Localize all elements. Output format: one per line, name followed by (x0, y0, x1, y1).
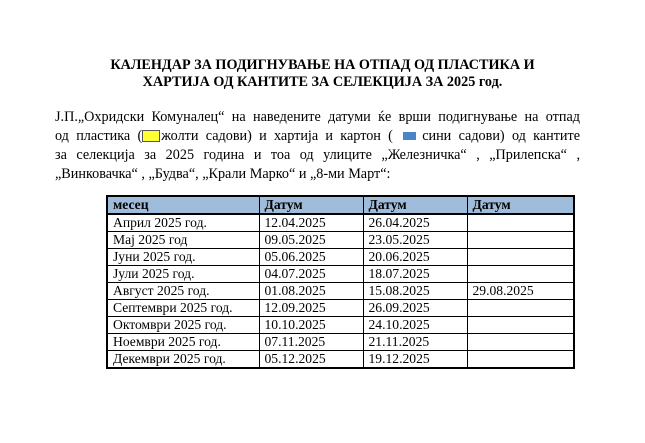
date-cell: 24.10.2025 (363, 317, 467, 334)
intro-paragraph (55, 108, 580, 184)
date-cell: 15.08.2025 (363, 283, 467, 300)
date-cell (467, 334, 574, 351)
date-cell (467, 351, 574, 369)
month-cell: Декември 2025 год. (107, 351, 259, 369)
intro-line-2-end: сини садови) од кантите (422, 128, 580, 144)
blue-bin-swatch (403, 132, 416, 140)
month-cell: Мај 2025 год (107, 232, 259, 249)
table-row (107, 283, 574, 300)
intro-line-2-mid: жолти садови) и хартија и картон ( (161, 128, 393, 144)
date-cell: 21.11.2025 (363, 334, 467, 351)
date-cell (467, 300, 574, 317)
intro-line-3: за селекција за 2025 година и тоа од улиците „Железничка“ , „Прилепска“ , (55, 147, 580, 163)
yellow-bin-swatch (142, 130, 160, 142)
date-cell: 07.11.2025 (259, 334, 363, 351)
header-date-1: Датум (259, 196, 363, 214)
table-header-row (107, 196, 574, 214)
table-row (107, 317, 574, 334)
date-cell: 23.05.2025 (363, 232, 467, 249)
title-line-1: КАЛЕНДАР ЗА ПОДИГНУВАЊЕ НА ОТПАД ОД ПЛАСТИКА И (110, 57, 535, 73)
month-cell: Октомври 2025 год. (107, 317, 259, 334)
date-cell: 19.12.2025 (363, 351, 467, 369)
month-cell: Ноември 2025 год. (107, 334, 259, 351)
date-cell: 18.07.2025 (363, 266, 467, 283)
date-cell: 01.08.2025 (259, 283, 363, 300)
date-cell: 29.08.2025 (467, 283, 574, 300)
table-row (107, 266, 574, 283)
month-cell: Јуни 2025 год. (107, 249, 259, 266)
collection-schedule-table (106, 195, 575, 369)
date-cell: 12.04.2025 (259, 214, 363, 232)
date-cell (467, 214, 574, 232)
date-cell: 10.10.2025 (259, 317, 363, 334)
date-cell: 05.12.2025 (259, 351, 363, 369)
date-cell: 09.05.2025 (259, 232, 363, 249)
month-cell: Април 2025 год. (107, 214, 259, 232)
intro-line-2-start: од пластика ( (55, 128, 143, 144)
intro-line-2 (55, 127, 580, 146)
date-cell (467, 249, 574, 266)
header-date-2: Датум (363, 196, 467, 214)
date-cell: 05.06.2025 (259, 249, 363, 266)
date-cell: 20.06.2025 (363, 249, 467, 266)
table-row (107, 300, 574, 317)
month-cell: Септември 2025 год. (107, 300, 259, 317)
title-line-2: ХАРТИЈА ОД КАНТИТЕ ЗА СЕЛЕКЦИЈА ЗА 2025 год. (142, 74, 503, 90)
date-cell (467, 232, 574, 249)
date-cell (467, 317, 574, 334)
date-cell: 26.04.2025 (363, 214, 467, 232)
month-cell: Август 2025 год. (107, 283, 259, 300)
date-cell: 26.09.2025 (363, 300, 467, 317)
table-row (107, 351, 574, 369)
document-title (60, 57, 585, 91)
intro-line-1: Ј.П.„Охридски Комуналец“ на наведените датуми ќе врши подигнување на отпад (55, 109, 580, 125)
intro-line-4: „Винковачка“ , „Будва“, „Крали Марко“ и „8-ми Март“: (55, 166, 391, 182)
table-row (107, 232, 574, 249)
date-cell: 12.09.2025 (259, 300, 363, 317)
header-month: месец (107, 196, 259, 214)
table-row (107, 249, 574, 266)
table-row (107, 214, 574, 232)
month-cell: Јули 2025 год. (107, 266, 259, 283)
header-date-3: Датум (467, 196, 574, 214)
date-cell: 04.07.2025 (259, 266, 363, 283)
date-cell (467, 266, 574, 283)
table-row (107, 334, 574, 351)
